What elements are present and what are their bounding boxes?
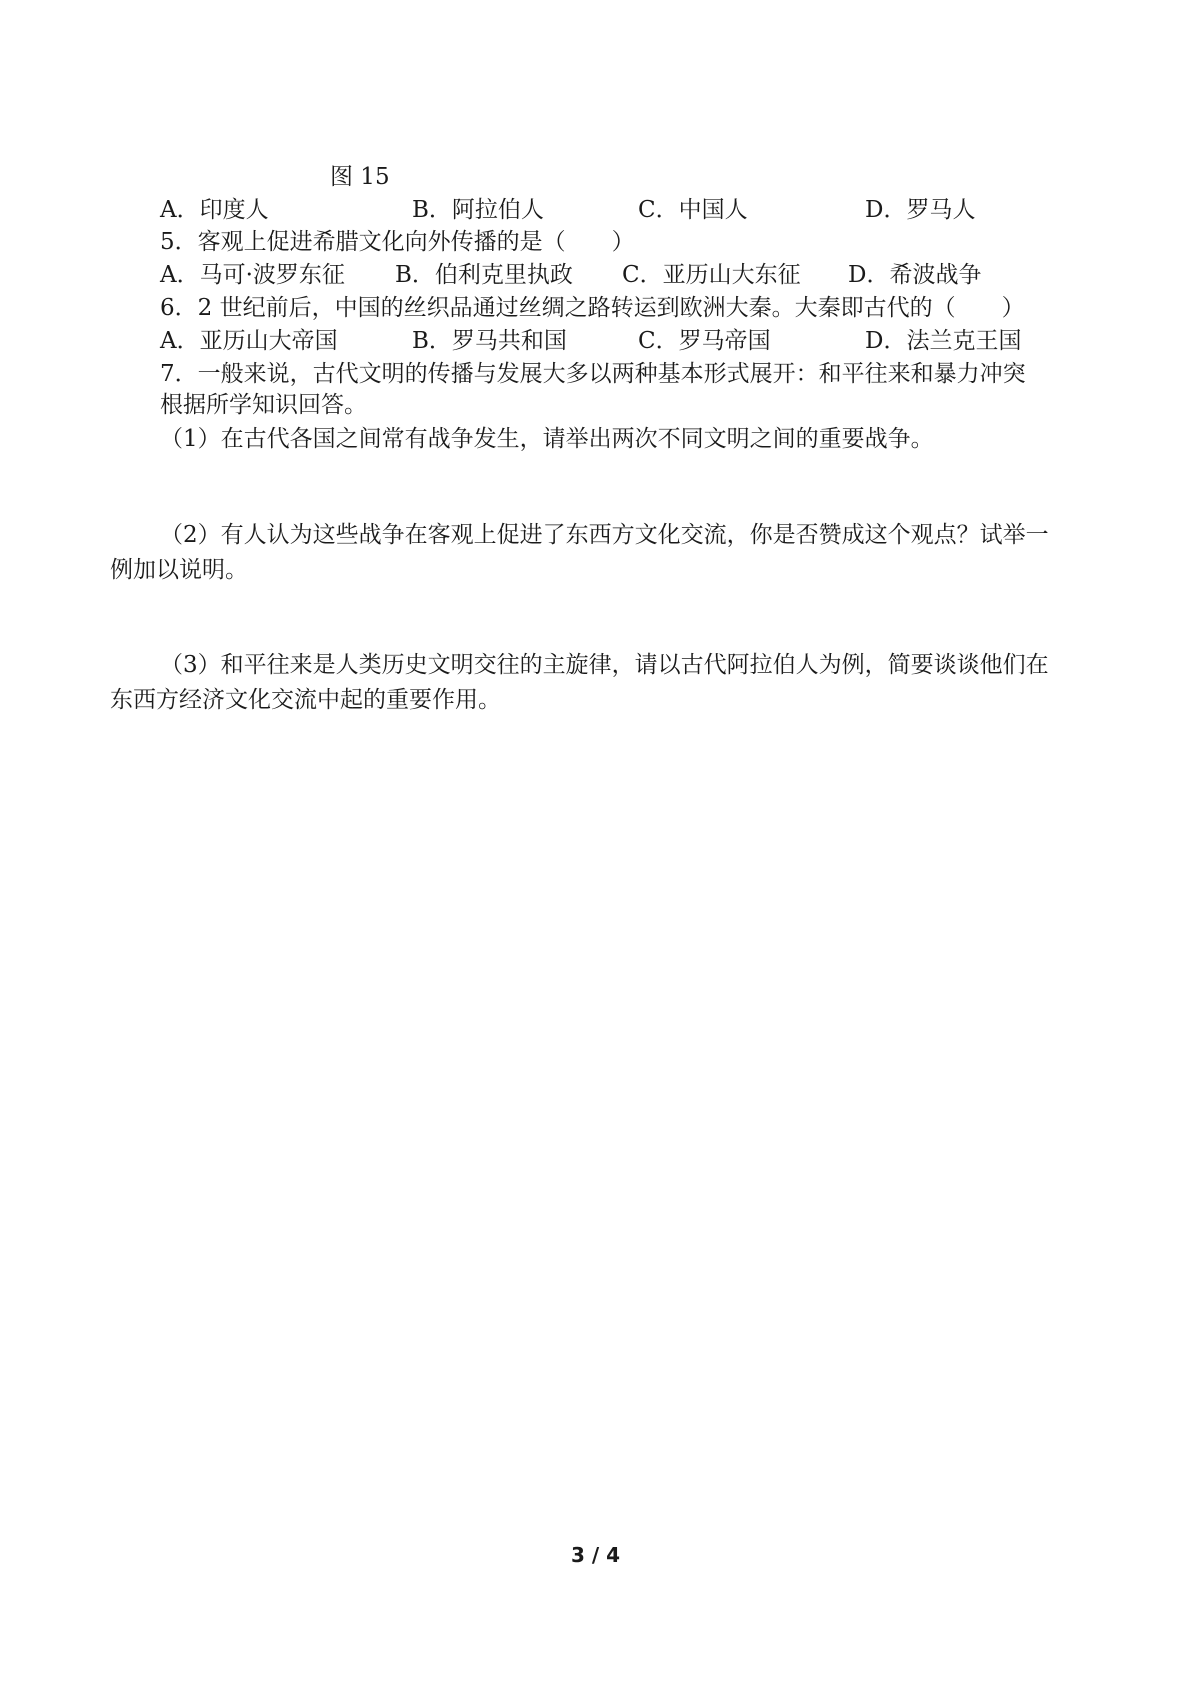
q7-sub3-line1: （3）和平往来是人类历史文明交往的主旋律，请以古代阿拉伯人为例，简要谈谈他们在 xyxy=(160,652,1049,678)
q7-stem-line1: 7．一般来说，古代文明的传播与发展大多以两种基本形式展开：和平往来和暴力冲突 xyxy=(160,361,1026,387)
q4-option-c: C．中国人 xyxy=(638,197,748,223)
q5-stem: 5．客观上促进希腊文化向外传播的是（ ） xyxy=(160,229,635,255)
q7-sub2-line1: （2）有人认为这些战争在客观上促进了东西方文化交流，你是否赞成这个观点？试举一 xyxy=(160,522,1049,548)
q7-sub3-line2: 东西方经济文化交流中起的重要作用。 xyxy=(110,687,501,713)
q4-option-a: A．印度人 xyxy=(160,197,269,223)
page-number: 3 / 4 xyxy=(570,1543,621,1567)
q7-sub1: （1）在古代各国之间常有战争发生，请举出两次不同文明之间的重要战争。 xyxy=(160,426,934,452)
figure-caption: 图 15 xyxy=(330,164,390,190)
q4-option-d: D．罗马人 xyxy=(865,197,976,223)
q7-sub2-line2: 例加以说明。 xyxy=(110,557,248,583)
q5-option-a: A．马可·波罗东征 xyxy=(160,262,345,288)
q6-option-c: C．罗马帝国 xyxy=(638,328,771,354)
q6-stem: 6．2 世纪前后，中国的丝织品通过丝绸之路转运到欧洲大秦。大秦即古代的（ ） xyxy=(160,295,1025,321)
q6-option-b: B．罗马共和国 xyxy=(412,328,567,354)
q4-option-b: B．阿拉伯人 xyxy=(412,197,544,223)
q5-option-c: C．亚历山大东征 xyxy=(622,262,801,288)
q5-option-d: D．希波战争 xyxy=(848,262,982,288)
q7-stem-line2: 根据所学知识回答。 xyxy=(160,392,367,418)
q6-option-d: D．法兰克王国 xyxy=(865,328,1022,354)
q5-option-b: B．伯利克里执政 xyxy=(395,262,573,288)
q6-option-a: A．亚历山大帝国 xyxy=(160,328,338,354)
